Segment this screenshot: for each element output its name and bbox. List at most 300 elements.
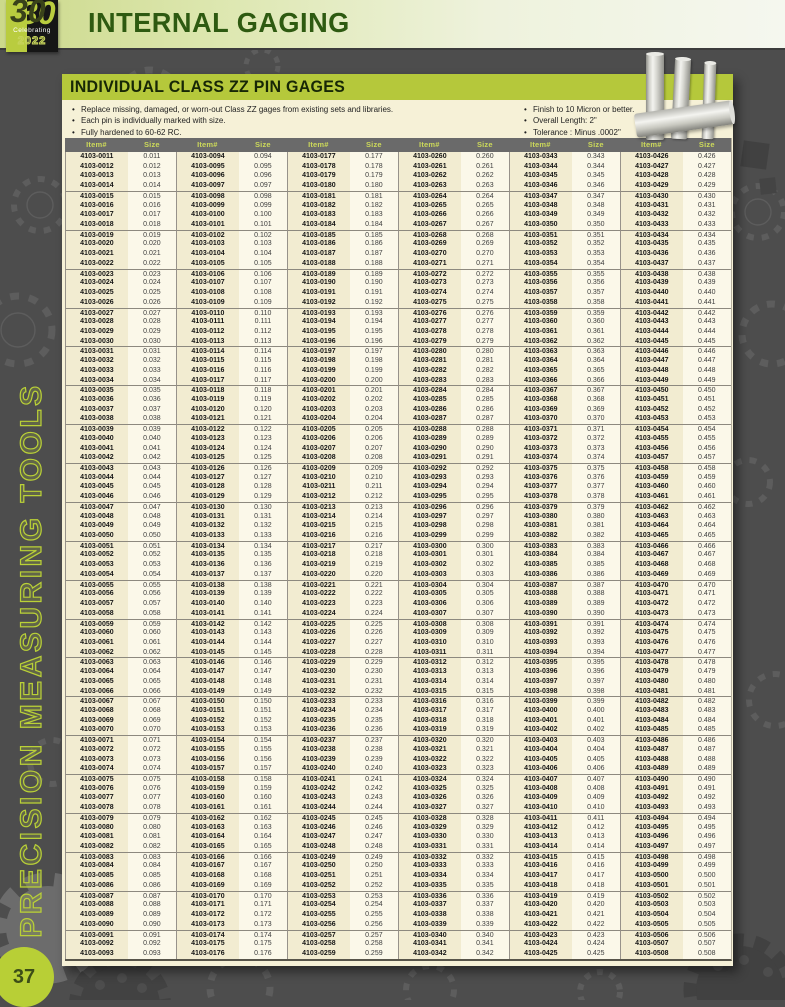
size-cell: 0.025: [128, 288, 176, 298]
item-cell: 4103-0059: [65, 619, 128, 629]
size-cell: 0.370: [572, 414, 620, 424]
size-cell: 0.061: [128, 638, 176, 648]
item-cell: 4103-0344: [509, 162, 572, 172]
item-cell: 4103-0369: [509, 405, 572, 415]
size-cell: 0.460: [683, 482, 731, 492]
size-cell: 0.267: [461, 220, 509, 230]
size-cell: 0.390: [572, 609, 620, 619]
item-cell: 4103-0264: [398, 191, 461, 201]
item-cell: 4103-0335: [398, 881, 461, 891]
size-cell: 0.251: [350, 871, 398, 881]
size-cell: 0.404: [572, 745, 620, 755]
item-cell: 4103-0099: [176, 201, 239, 211]
item-cell: 4103-0201: [287, 385, 350, 395]
size-cell: 0.371: [572, 424, 620, 434]
item-cell: 4103-0225: [287, 619, 350, 629]
size-cell: 0.086: [128, 881, 176, 891]
size-cell: 0.356: [572, 278, 620, 288]
size-cell: 0.344: [572, 162, 620, 172]
size-cell: 0.340: [461, 930, 509, 940]
size-cell: 0.394: [572, 648, 620, 658]
size-cell: 0.101: [239, 220, 287, 230]
size-cell: 0.098: [239, 191, 287, 201]
size-cell: 0.355: [572, 269, 620, 279]
size-cell: 0.476: [683, 638, 731, 648]
item-cell: 4103-0187: [287, 249, 350, 259]
size-cell: 0.498: [683, 852, 731, 862]
size-cell: 0.508: [683, 949, 731, 959]
item-cell: 4103-0069: [65, 716, 128, 726]
item-cell: 4103-0482: [620, 696, 683, 706]
item-cell: 4103-0240: [287, 764, 350, 774]
item-cell: 4103-0417: [509, 871, 572, 881]
size-cell: 0.114: [239, 346, 287, 356]
item-cell: 4103-0357: [509, 288, 572, 298]
item-cell: 4103-0498: [620, 852, 683, 862]
item-cell: 4103-0134: [176, 541, 239, 551]
size-cell: 0.065: [128, 677, 176, 687]
size-cell: 0.036: [128, 395, 176, 405]
size-cell: 0.108: [239, 288, 287, 298]
item-cell: 4103-0259: [287, 949, 350, 959]
item-cell: 4103-0504: [620, 910, 683, 920]
size-cell: 0.062: [128, 648, 176, 658]
item-cell: 4103-0029: [65, 327, 128, 337]
item-cell: 4103-0042: [65, 453, 128, 463]
size-cell: 0.459: [683, 473, 731, 483]
size-cell: 0.244: [350, 803, 398, 813]
size-cell: 0.209: [350, 463, 398, 473]
size-cell: 0.172: [239, 910, 287, 920]
size-cell: 0.420: [572, 900, 620, 910]
size-cell: 0.485: [683, 725, 731, 735]
item-cell: 4103-0047: [65, 502, 128, 512]
size-cell: 0.243: [350, 793, 398, 803]
item-cell: 4103-0386: [509, 570, 572, 580]
size-cell: 0.196: [350, 337, 398, 347]
size-cell: 0.368: [572, 395, 620, 405]
size-cell: 0.097: [239, 181, 287, 191]
item-cell: 4103-0212: [287, 492, 350, 502]
item-cell: 4103-0123: [176, 434, 239, 444]
size-cell: 0.419: [572, 891, 620, 901]
size-cell: 0.422: [572, 920, 620, 930]
size-cell: 0.376: [572, 473, 620, 483]
size-cell: 0.337: [461, 900, 509, 910]
column-header-size: Size: [350, 138, 398, 152]
item-cell: 4103-0343: [509, 152, 572, 162]
item-cell: 4103-0238: [287, 745, 350, 755]
size-cell: 0.312: [461, 657, 509, 667]
item-cell: 4103-0158: [176, 774, 239, 784]
size-cell: 0.240: [350, 764, 398, 774]
size-cell: 0.157: [239, 764, 287, 774]
size-cell: 0.163: [239, 823, 287, 833]
size-cell: 0.475: [683, 628, 731, 638]
bullet-item: • Each pin is individually marked with size.: [72, 115, 733, 126]
item-cell: 4103-0376: [509, 473, 572, 483]
item-cell: 4103-0332: [398, 852, 461, 862]
item-cell: 4103-0423: [509, 930, 572, 940]
item-cell: 4103-0207: [287, 444, 350, 454]
size-cell: 0.294: [461, 482, 509, 492]
item-cell: 4103-0466: [620, 541, 683, 551]
item-cell: 4103-0491: [620, 784, 683, 794]
size-cell: 0.115: [239, 356, 287, 366]
size-cell: 0.463: [683, 512, 731, 522]
item-cell: 4103-0456: [620, 444, 683, 454]
size-cell: 0.480: [683, 677, 731, 687]
size-cell: 0.468: [683, 560, 731, 570]
size-cell: 0.278: [461, 327, 509, 337]
item-cell: 4103-0475: [620, 628, 683, 638]
size-cell: 0.205: [350, 424, 398, 434]
item-cell: 4103-0235: [287, 716, 350, 726]
item-cell: 4103-0415: [509, 852, 572, 862]
item-cell: 4103-0250: [287, 861, 350, 871]
size-cell: 0.385: [572, 560, 620, 570]
size-cell: 0.469: [683, 570, 731, 580]
size-cell: 0.212: [350, 492, 398, 502]
item-cell: 4103-0420: [509, 900, 572, 910]
item-cell: 4103-0445: [620, 337, 683, 347]
size-cell: 0.027: [128, 308, 176, 318]
item-cell: 4103-0474: [620, 619, 683, 629]
size-cell: 0.374: [572, 453, 620, 463]
size-cell: 0.260: [461, 152, 509, 162]
item-cell: 4103-0291: [398, 453, 461, 463]
size-cell: 0.363: [572, 346, 620, 356]
item-cell: 4103-0312: [398, 657, 461, 667]
size-cell: 0.493: [683, 803, 731, 813]
item-cell: 4103-0083: [65, 852, 128, 862]
size-cell: 0.297: [461, 512, 509, 522]
size-cell: 0.505: [683, 920, 731, 930]
item-cell: 4103-0127: [176, 473, 239, 483]
size-cell: 0.047: [128, 502, 176, 512]
size-cell: 0.298: [461, 521, 509, 531]
item-cell: 4103-0251: [287, 871, 350, 881]
item-cell: 4103-0021: [65, 249, 128, 259]
size-cell: 0.139: [239, 589, 287, 599]
size-cell: 0.177: [350, 152, 398, 162]
item-cell: 4103-0216: [287, 531, 350, 541]
item-cell: 4103-0044: [65, 473, 128, 483]
item-cell: 4103-0270: [398, 249, 461, 259]
size-cell: 0.452: [683, 405, 731, 415]
sidebar-vertical-title: PRECISION MEASURING TOOLS: [15, 382, 48, 938]
size-cell: 0.283: [461, 376, 509, 386]
bullet-item: • Tolerance : Minus .0002": [524, 127, 724, 138]
item-cell: 4103-0152: [176, 716, 239, 726]
size-cell: 0.059: [128, 619, 176, 629]
size-cell: 0.225: [350, 619, 398, 629]
item-cell: 4103-0197: [287, 346, 350, 356]
size-cell: 0.324: [461, 774, 509, 784]
size-cell: 0.012: [128, 162, 176, 172]
size-cell: 0.399: [572, 696, 620, 706]
item-cell: 4103-0144: [176, 638, 239, 648]
item-cell: 4103-0135: [176, 550, 239, 560]
size-cell: 0.218: [350, 550, 398, 560]
size-cell: 0.132: [239, 521, 287, 531]
item-cell: 4103-0140: [176, 599, 239, 609]
item-cell: 4103-0076: [65, 784, 128, 794]
size-cell: 0.380: [572, 512, 620, 522]
item-cell: 4103-0444: [620, 327, 683, 337]
item-cell: 4103-0057: [65, 599, 128, 609]
size-cell: 0.254: [350, 900, 398, 910]
size-cell: 0.107: [239, 278, 287, 288]
item-cell: 4103-0085: [65, 871, 128, 881]
column-header-item: Item#: [176, 138, 239, 152]
size-cell: 0.096: [239, 171, 287, 181]
size-cell: 0.199: [350, 366, 398, 376]
size-cell: 0.050: [128, 531, 176, 541]
item-cell: 4103-0122: [176, 424, 239, 434]
size-cell: 0.117: [239, 376, 287, 386]
size-cell: 0.357: [572, 288, 620, 298]
item-cell: 4103-0274: [398, 288, 461, 298]
item-cell: 4103-0248: [287, 842, 350, 852]
item-cell: 4103-0435: [620, 239, 683, 249]
item-cell: 4103-0422: [509, 920, 572, 930]
size-cell: 0.353: [572, 249, 620, 259]
size-cell: 0.322: [461, 755, 509, 765]
item-cell: 4103-0058: [65, 609, 128, 619]
item-cell: 4103-0380: [509, 512, 572, 522]
size-cell: 0.223: [350, 599, 398, 609]
item-cell: 4103-0193: [287, 308, 350, 318]
size-cell: 0.141: [239, 609, 287, 619]
size-cell: 0.217: [350, 541, 398, 551]
size-cell: 0.077: [128, 793, 176, 803]
item-cell: 4103-0292: [398, 463, 461, 473]
size-cell: 0.200: [350, 376, 398, 386]
size-cell: 0.185: [350, 230, 398, 240]
size-cell: 0.073: [128, 755, 176, 765]
item-cell: 4103-0109: [176, 298, 239, 308]
size-cell: 0.379: [572, 502, 620, 512]
item-cell: 4103-0280: [398, 346, 461, 356]
size-cell: 0.079: [128, 813, 176, 823]
item-cell: 4103-0299: [398, 531, 461, 541]
item-cell: 4103-0484: [620, 716, 683, 726]
size-cell: 0.156: [239, 755, 287, 765]
item-cell: 4103-0430: [620, 191, 683, 201]
item-cell: 4103-0231: [287, 677, 350, 687]
item-cell: 4103-0358: [509, 298, 572, 308]
item-cell: 4103-0130: [176, 502, 239, 512]
size-cell: 0.026: [128, 298, 176, 308]
item-cell: 4103-0218: [287, 550, 350, 560]
item-cell: 4103-0322: [398, 755, 461, 765]
size-cell: 0.066: [128, 687, 176, 697]
item-cell: 4103-0442: [620, 308, 683, 318]
item-cell: 4103-0220: [287, 570, 350, 580]
item-cell: 4103-0330: [398, 832, 461, 842]
item-cell: 4103-0032: [65, 356, 128, 366]
item-cell: 4103-0366: [509, 376, 572, 386]
size-cell: 0.155: [239, 745, 287, 755]
item-cell: 4103-0156: [176, 755, 239, 765]
item-cell: 4103-0023: [65, 269, 128, 279]
size-cell: 0.023: [128, 269, 176, 279]
size-cell: 0.454: [683, 424, 731, 434]
size-cell: 0.095: [239, 162, 287, 172]
item-cell: 4103-0478: [620, 657, 683, 667]
size-cell: 0.131: [239, 512, 287, 522]
item-cell: 4103-0180: [287, 181, 350, 191]
item-cell: 4103-0147: [176, 667, 239, 677]
size-cell: 0.398: [572, 687, 620, 697]
item-cell: 4103-0170: [176, 891, 239, 901]
size-cell: 0.462: [683, 502, 731, 512]
size-cell: 0.088: [128, 900, 176, 910]
item-cell: 4103-0257: [287, 930, 350, 940]
item-cell: 4103-0281: [398, 356, 461, 366]
size-cell: 0.362: [572, 337, 620, 347]
item-cell: 4103-0090: [65, 920, 128, 930]
size-cell: 0.220: [350, 570, 398, 580]
item-cell: 4103-0093: [65, 949, 128, 959]
size-cell: 0.105: [239, 259, 287, 269]
item-cell: 4103-0086: [65, 881, 128, 891]
size-cell: 0.197: [350, 346, 398, 356]
size-cell: 0.284: [461, 385, 509, 395]
size-cell: 0.315: [461, 687, 509, 697]
size-cell: 0.016: [128, 201, 176, 211]
item-cell: 4103-0116: [176, 366, 239, 376]
item-cell: 4103-0505: [620, 920, 683, 930]
size-cell: 0.288: [461, 424, 509, 434]
item-cell: 4103-0192: [287, 298, 350, 308]
item-cell: 4103-0230: [287, 667, 350, 677]
size-cell: 0.397: [572, 677, 620, 687]
item-cell: 4103-0162: [176, 813, 239, 823]
item-cell: 4103-0328: [398, 813, 461, 823]
size-cell: 0.018: [128, 220, 176, 230]
item-cell: 4103-0120: [176, 405, 239, 415]
item-cell: 4103-0289: [398, 434, 461, 444]
item-cell: 4103-0258: [287, 939, 350, 949]
item-cell: 4103-0267: [398, 220, 461, 230]
item-cell: 4103-0261: [398, 162, 461, 172]
anniversary-year-label: 2022: [17, 35, 47, 47]
size-cell: 0.084: [128, 861, 176, 871]
item-cell: 4103-0089: [65, 910, 128, 920]
size-cell: 0.150: [239, 696, 287, 706]
size-cell: 0.130: [239, 502, 287, 512]
size-cell: 0.301: [461, 550, 509, 560]
item-cell: 4103-0408: [509, 784, 572, 794]
size-cell: 0.263: [461, 181, 509, 191]
item-cell: 4103-0305: [398, 589, 461, 599]
item-cell: 4103-0375: [509, 463, 572, 473]
size-cell: 0.021: [128, 249, 176, 259]
item-cell: 4103-0461: [620, 492, 683, 502]
item-cell: 4103-0486: [620, 735, 683, 745]
size-cell: 0.345: [572, 171, 620, 181]
size-cell: 0.273: [461, 278, 509, 288]
item-cell: 4103-0463: [620, 512, 683, 522]
size-cell: 0.305: [461, 589, 509, 599]
item-cell: 4103-0359: [509, 308, 572, 318]
size-cell: 0.153: [239, 725, 287, 735]
item-cell: 4103-0132: [176, 521, 239, 531]
size-cell: 0.148: [239, 677, 287, 687]
item-cell: 4103-0268: [398, 230, 461, 240]
size-cell: 0.494: [683, 813, 731, 823]
column-header-size: Size: [461, 138, 509, 152]
item-cell: 4103-0082: [65, 842, 128, 852]
item-cell: 4103-0138: [176, 580, 239, 590]
size-cell: 0.170: [239, 891, 287, 901]
item-cell: 4103-0243: [287, 793, 350, 803]
content-panel: [62, 74, 733, 966]
size-cell: 0.138: [239, 580, 287, 590]
item-cell: 4103-0390: [509, 609, 572, 619]
size-cell: 0.281: [461, 356, 509, 366]
size-cell: 0.492: [683, 793, 731, 803]
size-cell: 0.354: [572, 259, 620, 269]
size-cell: 0.214: [350, 512, 398, 522]
size-cell: 0.339: [461, 920, 509, 930]
item-cell: 4103-0075: [65, 774, 128, 784]
size-cell: 0.274: [461, 288, 509, 298]
item-cell: 4103-0188: [287, 259, 350, 269]
size-cell: 0.295: [461, 492, 509, 502]
size-cell: 0.479: [683, 667, 731, 677]
size-cell: 0.129: [239, 492, 287, 502]
size-cell: 0.326: [461, 793, 509, 803]
size-cell: 0.042: [128, 453, 176, 463]
size-cell: 0.057: [128, 599, 176, 609]
size-cell: 0.277: [461, 317, 509, 327]
size-cell: 0.429: [683, 181, 731, 191]
item-cell: 4103-0362: [509, 337, 572, 347]
size-cell: 0.457: [683, 453, 731, 463]
item-cell: 4103-0222: [287, 589, 350, 599]
item-cell: 4103-0487: [620, 745, 683, 755]
size-cell: 0.076: [128, 784, 176, 794]
item-cell: 4103-0429: [620, 181, 683, 191]
item-cell: 4103-0221: [287, 580, 350, 590]
item-cell: 4103-0113: [176, 337, 239, 347]
item-cell: 4103-0114: [176, 346, 239, 356]
size-cell: 0.043: [128, 463, 176, 473]
item-cell: 4103-0088: [65, 900, 128, 910]
item-cell: 4103-0402: [509, 725, 572, 735]
size-cell: 0.253: [350, 891, 398, 901]
size-cell: 0.206: [350, 434, 398, 444]
column-header-item: Item#: [620, 138, 683, 152]
item-cell: 4103-0046: [65, 492, 128, 502]
size-cell: 0.120: [239, 405, 287, 415]
size-cell: 0.474: [683, 619, 731, 629]
item-cell: 4103-0412: [509, 823, 572, 833]
item-cell: 4103-0013: [65, 171, 128, 181]
item-cell: 4103-0149: [176, 687, 239, 697]
item-cell: 4103-0403: [509, 735, 572, 745]
item-cell: 4103-0324: [398, 774, 461, 784]
size-cell: 0.503: [683, 900, 731, 910]
item-cell: 4103-0211: [287, 482, 350, 492]
size-cell: 0.360: [572, 317, 620, 327]
size-cell: 0.052: [128, 550, 176, 560]
item-cell: 4103-0209: [287, 463, 350, 473]
size-cell: 0.020: [128, 239, 176, 249]
